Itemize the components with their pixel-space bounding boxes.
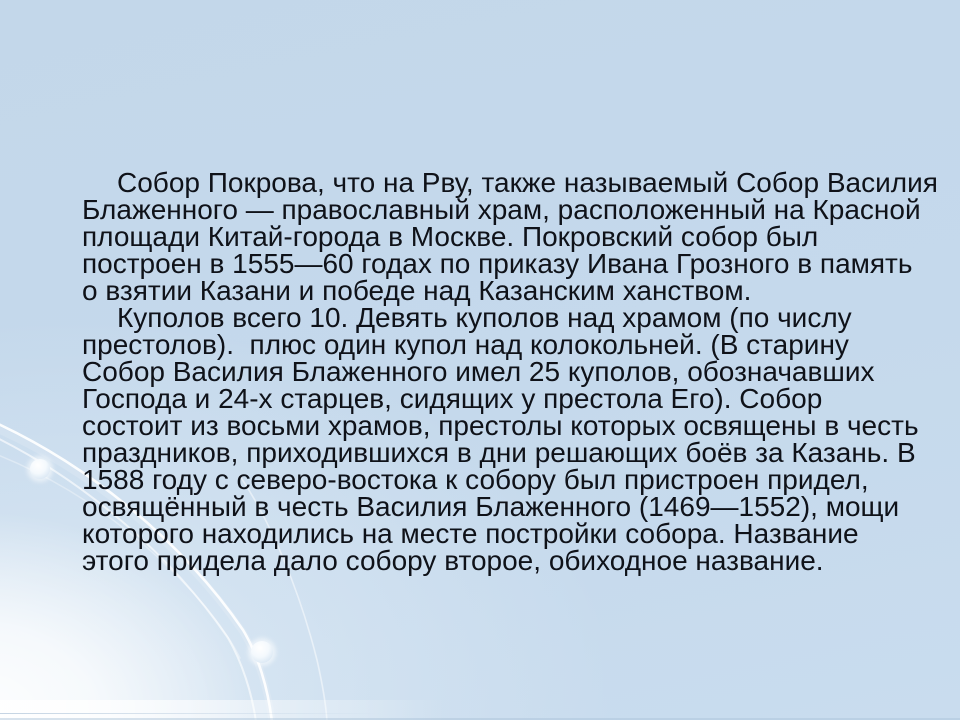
text-line: 1588 году с северо-востока к собору был пристроен придел,: [82, 464, 869, 495]
text-line: престолов). плюс один купол над колокольней. (В старину: [82, 329, 849, 360]
sphere-decoration-small: [30, 459, 50, 479]
sphere-decoration-small-halo: [27, 456, 53, 482]
bottom-light-streak: [0, 700, 470, 720]
sphere-decoration-large-halo: [248, 638, 276, 666]
slide-body-text: [82, 169, 954, 574]
text-line: состоит из восьми храмов, престолы которых освящены в честь: [82, 410, 919, 441]
text-line: площади Китай-города в Москве. Покровский собор был: [82, 221, 819, 252]
text-line: этого придела дало собору второе, обиходное название.: [82, 545, 824, 576]
bottom-streak-line: [0, 713, 450, 714]
sphere-decoration-large: [251, 641, 273, 663]
text-line: Собор Василия Блаженного имел 25 куполов, обозначавших: [82, 356, 875, 387]
text-line: о взятии Казани и победе над Казанским ханством.: [82, 275, 752, 306]
text-line: построен в 1555—60 годах по приказу Ивана Грозного в память: [82, 248, 913, 279]
text-line: которого находились на месте постройки собора. Название: [82, 518, 859, 549]
text-line: Господа и 24-х старцев, сидящих у престола Его). Собор: [82, 383, 823, 414]
text-line: Блаженного — православный храм, расположенный на Красной: [82, 194, 921, 225]
text-line: освящённый в честь Василия Блаженного (1469—1552), мощи: [82, 491, 900, 522]
text-line: Собор Покрова, что на Рву, также называемый Собор Василия: [117, 167, 938, 198]
paragraph: [82, 169, 954, 304]
text-line: Куполов всего 10. Девять куполов над храмом (по числу: [117, 302, 852, 333]
text-line: праздников, приходившихся в дни решающих боёв за Казань. В: [82, 437, 916, 468]
paragraph: [82, 304, 954, 574]
